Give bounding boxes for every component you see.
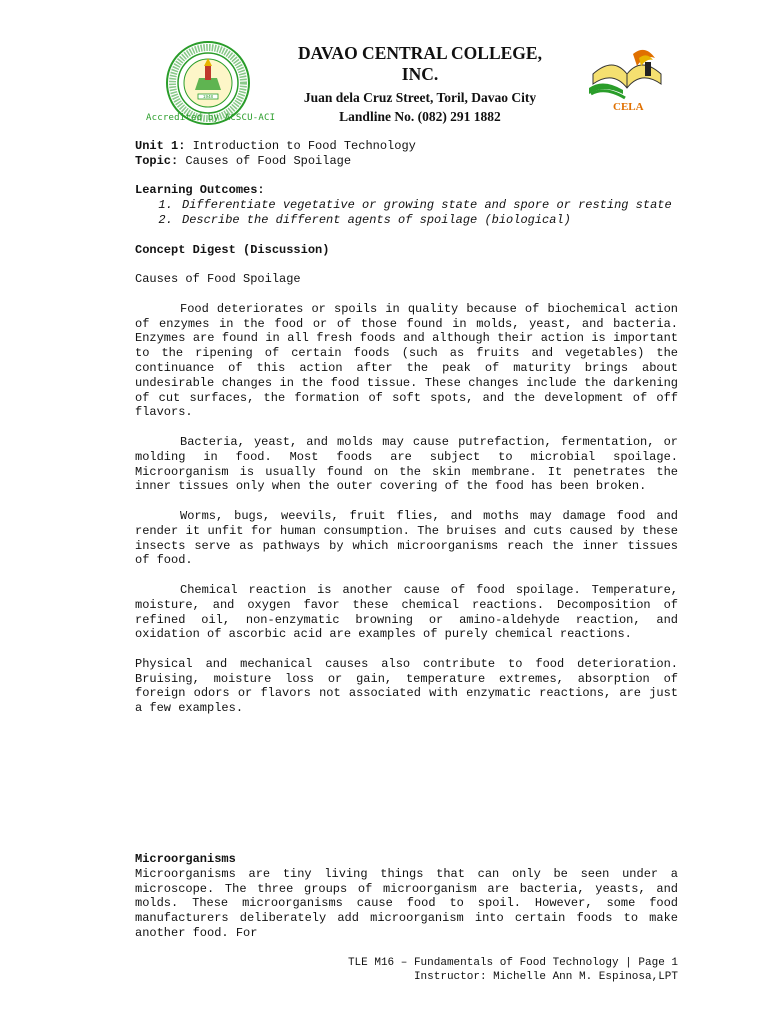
footer-course-line: TLE M16 – Fundamentals of Food Technology | Page 1	[347, 957, 678, 969]
institution-address: Juan dela Cruz Street, Toril, Davao City	[303, 90, 537, 105]
concept-digest-heading: Concept Digest (Discussion)	[135, 242, 330, 257]
section-subheading: Causes of Food Spoilage	[135, 272, 301, 287]
learning-outcomes-heading: Learning Outcomes:	[135, 183, 265, 198]
seal-year-text: 1948	[202, 94, 214, 99]
paragraph-chemical: Chemical reaction is another cause of food spoilage. Temperature, moisture, and oxygen favor these chemical reactions. Decomposition of refined oil, non-enzymatic browning or amino-aldehyde reaction, and oxidation of ascorbic acid are examples of purely chemical reactions.	[135, 582, 678, 642]
topic-line	[135, 154, 678, 169]
footer-instructor-line: Instructor: Michelle Ann M. Espinosa,LPT	[413, 971, 678, 983]
microorganisms-section	[135, 852, 678, 941]
paragraph-insects: Worms, bugs, weevils, fruit flies, and moths may damage food and render it unfit for human consumption. The bruises and cuts caused by these insects serve as pathways by which microorganisms reach the inner tissues of food.	[135, 508, 678, 568]
cela-logo	[583, 44, 667, 116]
learning-outcomes-list	[135, 198, 678, 228]
institution-name: DAVAO CENTRAL COLLEGE,	[298, 43, 542, 63]
microorganisms-heading: Microorganisms	[135, 852, 236, 866]
document-body	[135, 139, 678, 716]
letterhead	[270, 43, 570, 126]
microorganisms-paragraph: Microorganisms are tiny living things that can only be seen under a microscope. The three groups of microorganism are bacteria, yeasts, and molds. These microorganisms cause food to spoil. However, some food manufacturers deliberately add microorganism into certain foods to make another food. For	[135, 866, 678, 940]
accreditation-text: Accredited by ACSCU-ACI	[146, 113, 276, 123]
cela-logo-text: CELA	[613, 101, 644, 113]
topic-value: Causes of Food Spoilage	[185, 153, 352, 168]
outcome-item: 2. Describe the different agents of spoilage (biological)	[180, 213, 678, 228]
unit-label: Unit 1:	[135, 139, 186, 153]
paragraph-enzymes: Food deteriorates or spoils in quality because of biochemical action of enzymes in the food or of those found in molds, yeast, and bacteria. Enzymes are found in all fresh foods and although their action is important to the ripening of certain foods (such as fruits and vegetables) the continuance of this action after the peak of maturity brings about undesirable changes in the food tissue. These changes include the darkening of cut surfaces, the formation of soft spots, and the development of off flavors.	[135, 301, 678, 420]
institution-suffix: INC.	[401, 64, 439, 84]
outcome-item: 1. Differentiate vegetative or growing state and spore or resting state	[180, 198, 678, 213]
page-footer	[200, 956, 678, 984]
paragraph-microbes: Bacteria, yeast, and molds may cause putrefaction, fermentation, or molding in food. Most foods are subject to microbial spoilage. Microorganism is usually found on the skin membrane. It penetrates the inner tissues only when the outer covering of the food has been broken.	[135, 434, 678, 494]
topic-label: Topic:	[135, 153, 179, 168]
unit-line	[135, 139, 678, 154]
paragraph-physical: Physical and mechanical causes also contribute to food deterioration. Bruising, moisture loss or gain, temperature extremes, absorption of foreign odors or flavors not associated with enzymatic reactions, are just a few examples.	[135, 656, 678, 716]
unit-value: Introduction to Food Technology	[192, 139, 416, 153]
institution-landline: Landline No. (082) 291 1882	[339, 109, 501, 124]
